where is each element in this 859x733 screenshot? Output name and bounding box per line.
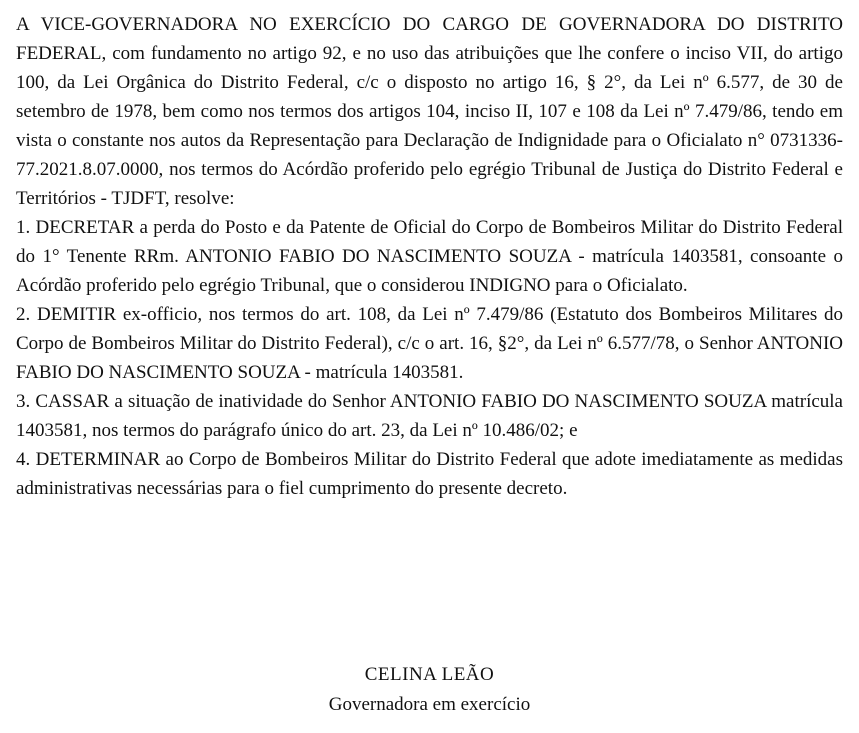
decree-body [16,10,843,503]
decree-item-4: 4. DETERMINAR ao Corpo de Bombeiros Militar do Distrito Federal que adote imediatamente as medidas administrativas necessárias para o fiel cumprimento do presente decreto. [16,449,843,499]
decree-item-2: 2. DEMITIR ex-officio, nos termos do art. 108, da Lei nº 7.479/86 (Estatuto dos Bombeiros Militares do Corpo de Bombeiros Militar do Distrito Federal), c/c o art. 16, §2°, da Lei nº 6.577/78, o Senhor ANTONIO FABIO DO NASCIMENTO SOUZA - matrícula 1403581. [16,304,843,383]
signatory-role: Governadora em exercício [328,694,531,715]
decree-item-3: 3. CASSAR a situação de inatividade do Senhor ANTONIO FABIO DO NASCIMENTO SOUZA matrícula 1403581, nos termos do parágrafo único do art. 23, da Lei nº 10.486/02; e [16,391,843,441]
signatory-name: CELINA LEÃO [364,664,495,685]
decree-item-1: 1. DECRETAR a perda do Posto e da Patente de Oficial do Corpo de Bombeiros Militar do Distrito Federal do 1° Tenente RRm. ANTONIO FABIO DO NASCIMENTO SOUZA - matrícula 1403581, consoante o Acórdão proferido pelo egrégio Tribunal, que o considerou INDIGNO para o Oficialato. [16,217,843,296]
decree-preamble: A VICE-GOVERNADORA NO EXERCÍCIO DO CARGO DE GOVERNADORA DO DISTRITO FEDERAL, com fundamento no artigo 92, e no uso das atribuições que lhe confere o inciso VII, do artigo 100, da Lei Orgânica do Distrito Federal, c/c o disposto no artigo 16, § 2°, da Lei nº 6.577, de 30 de setembro de 1978, bem como nos termos dos artigos 104, inciso II, 107 e 108 da Lei nº 7.479/86, tendo em vista o constante nos autos da Representação para Declaração de Indignidade para o Oficialato n° 0731336-77.2021.8.07.0000, nos termos do Acórdão proferido pelo egrégio Tribunal de Justiça do Distrito Federal e Territórios - TJDFT, resolve: [16,14,843,209]
